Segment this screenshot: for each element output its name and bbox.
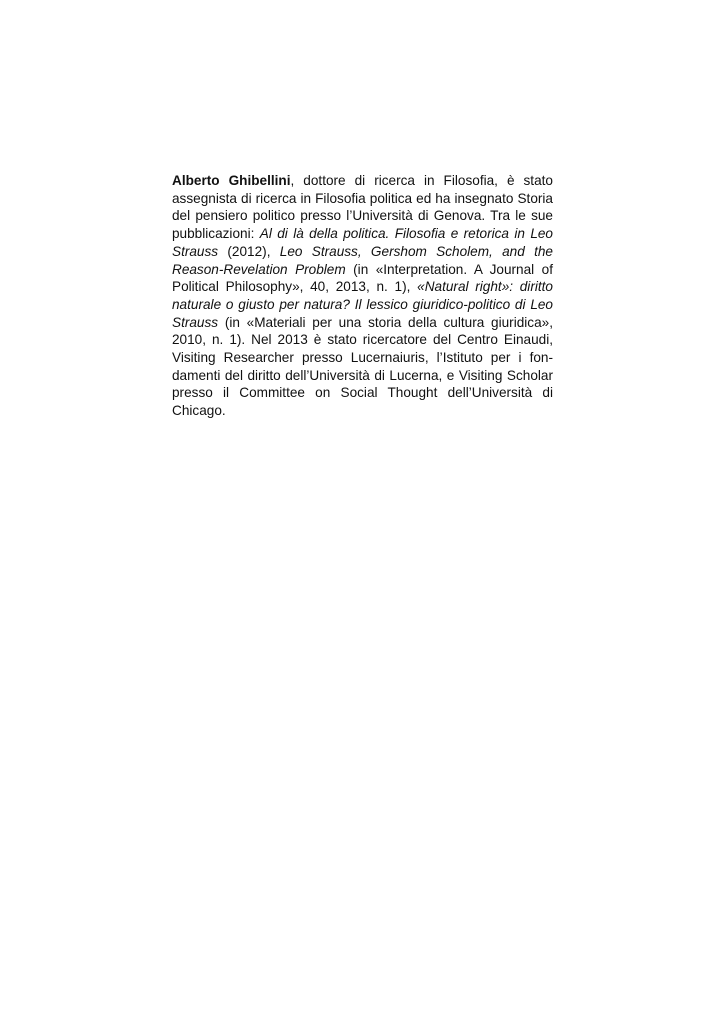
work-title-2: Leo Strauss, Gershom Scholem, and the Reason-Revelation Problem bbox=[172, 243, 553, 277]
work-title-1: Al di là della politica. Filosofia e retorica in Leo Strauss bbox=[172, 226, 553, 259]
author-name: Alberto Ghibellini bbox=[172, 173, 291, 188]
work-title-3: «Natural right»: diritto naturale o giusto per natura? Il lessico giuridico-politico di Leo Strauss bbox=[172, 279, 553, 330]
bio-text-4: (in «Materiali per una storia della cultura giuridica», 2010, n. 1). Nel 2013 è stato ricercatore del Centro Einaudi, Visiting Researcher presso Lucernaiuris, l’Istituto per i fondamenti del diritto dell’Università di Lucerna, e Visiting Scholar presso il Committee on Social Thought dell’Università di Chicago. bbox=[172, 314, 553, 419]
bio-text-2: (2012), bbox=[218, 243, 280, 259]
bio-text-3: (in «Interpretation. A Journal of Political Philosophy», 40, 2013, n. 1), bbox=[172, 261, 553, 295]
author-bio bbox=[172, 172, 553, 420]
bio-text-1: , dottore di ricerca in Filosofia, è stato assegnista di ricerca in Filosofia politica ed ha insegnato Storia del pensiero politico presso l’Università di Genova. Tra le sue pubblicazioni: bbox=[172, 173, 553, 242]
